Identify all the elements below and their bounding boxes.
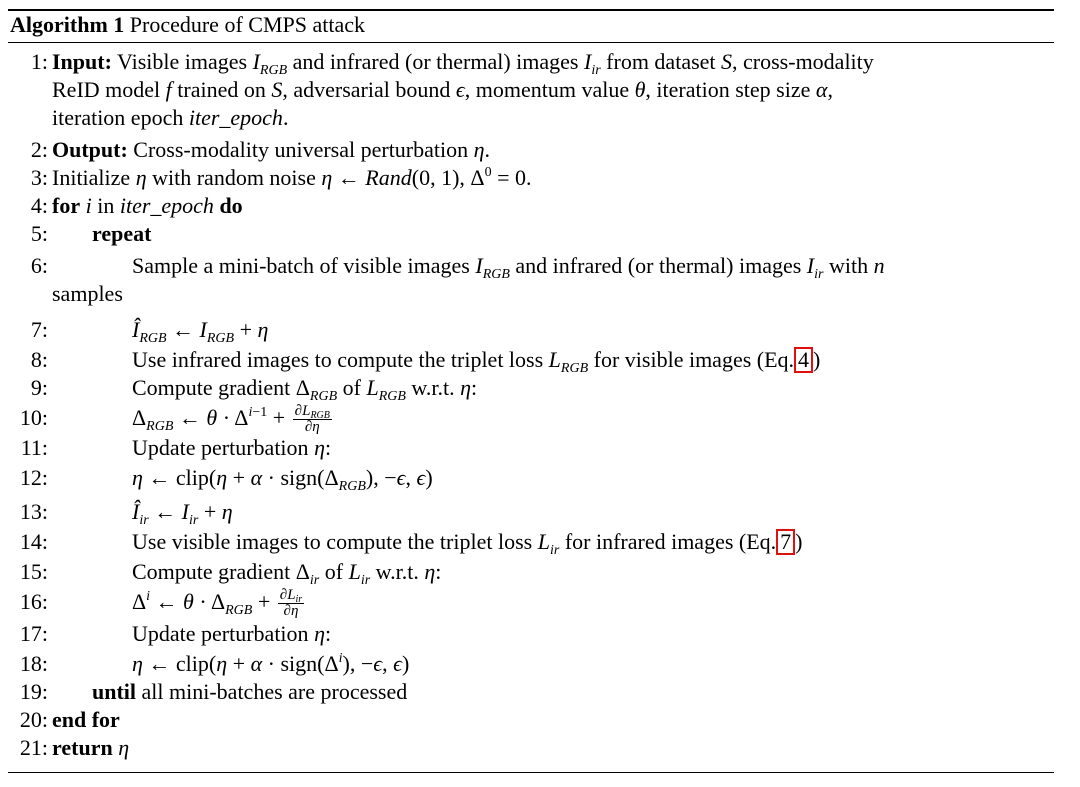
line-body <box>52 706 120 734</box>
line-number: 1: <box>30 49 48 74</box>
line-body: Use infrared images to compute the triplet loss $L_{RGB}$ for visible images (Eq. 4 ) <box>132 347 821 376</box>
line-number: 9: <box>30 375 48 400</box>
text: cross-modality <box>743 49 874 74</box>
line-body: return η <box>52 735 130 760</box>
text: adversarial bound <box>293 77 451 102</box>
bottom-rule <box>8 772 1054 773</box>
line-body: Update perturbation η: <box>132 621 332 646</box>
line-body: $\Delta^i$ ← $\theta \cdot \Delta_{RGB}$ + $\frac{\partial L_{ir}}{\partial\eta}$ <box>132 587 303 620</box>
text: Use visible images to compute the triplet loss <box>132 529 533 554</box>
algorithm-caption <box>10 12 365 38</box>
line-body: $\Delta_{RGB}$ ← $\theta \cdot \Delta^{i-1}$ + $\frac{\partial L_{RGB}}{\partial\eta}$ <box>132 403 330 436</box>
text: Compute gradient <box>132 375 291 400</box>
line-number: 16: <box>19 589 48 614</box>
line-number: 19: <box>19 679 48 704</box>
keyword-do: do <box>219 193 243 218</box>
keyword-return: return <box>52 735 113 760</box>
text: ReID model <box>52 77 161 102</box>
line-number: 4: <box>30 193 48 218</box>
line-number: 13: <box>19 499 48 524</box>
text: sign <box>280 465 318 490</box>
algorithm-label: Algorithm 1 <box>10 12 125 37</box>
algorithm-line-6-cont <box>52 280 123 308</box>
line-body: $Î_{ir}$ ← $I_{ir} + \eta$ <box>132 499 233 528</box>
text: Update perturbation <box>132 621 309 646</box>
text: Initialize <box>52 165 131 190</box>
text: with <box>828 253 869 278</box>
fraction-dLrgb-deta: $\frac{\partial L_{RGB}}{\partial\eta}$ <box>294 403 330 436</box>
line-body <box>92 678 407 706</box>
text: Visible images <box>117 49 248 74</box>
fraction-dLir-deta: $\frac{\partial L_{ir}}{\partial\eta}$ <box>279 587 303 620</box>
line-number: 8: <box>30 347 48 372</box>
equation-reference-link[interactable]: 4 <box>794 347 813 373</box>
text: w.r.t. <box>411 375 455 400</box>
keyword-until: until <box>92 679 137 704</box>
text: from dataset <box>606 49 716 74</box>
line-body: for i in iter_epoch do <box>52 193 243 218</box>
keyword-end-for: end for <box>52 707 120 732</box>
text: sign <box>280 651 318 676</box>
line-number: 12: <box>19 465 48 490</box>
text: Use infrared images to compute the triplet loss <box>132 347 544 372</box>
text: iteration epoch <box>52 105 184 130</box>
algorithm-line-1-cont-a: ReID model f trained on S, adversarial bound ϵ, momentum value θ, iteration step size α, <box>52 77 833 102</box>
equation-reference-link[interactable]: 7 <box>776 529 795 555</box>
line-body: η ← clip(η + $\alpha \cdot sign(\Delta^i)$, −ϵ, ϵ) <box>132 651 410 676</box>
line-number: 14: <box>19 529 48 554</box>
line-number: 7: <box>30 317 48 342</box>
line-body: Initialize η with random noise η ← Rand(0, 1), $\Delta^0 = 0$. <box>52 165 532 190</box>
line-number: 2: <box>30 137 48 162</box>
text: Update perturbation <box>132 435 309 460</box>
line-number: 11: <box>20 435 48 460</box>
line-body <box>92 220 151 248</box>
line-body: Sample a mini-batch of visible images $I_{RGB}$ and infrared (or thermal) images $I_{ir}$ with n <box>132 253 885 282</box>
text: clip <box>175 651 209 676</box>
keyword-input: Input: <box>52 49 112 74</box>
line-body: Compute gradient $\Delta_{ir}$ of $L_{ir}$ w.r.t. η: <box>132 559 442 588</box>
top-rule <box>8 9 1054 11</box>
text: w.r.t. <box>375 559 419 584</box>
caption-rule <box>8 42 1054 43</box>
line-body: Use visible images to compute the triplet loss $L_{ir}$ for infrared images (Eq. 7 ) <box>132 529 803 558</box>
text: iteration step size <box>656 77 811 102</box>
text: trained on <box>177 77 266 102</box>
text: in <box>97 193 115 218</box>
line-number: 18: <box>19 651 48 676</box>
text: and infrared (or thermal) images <box>515 253 802 278</box>
text: of <box>342 375 361 400</box>
line-body: η ← clip(η + $\alpha \cdot sign(\Delta_{RGB})$, −ϵ, ϵ) <box>132 465 433 494</box>
line-number: 21: <box>19 735 48 760</box>
line-number: 6: <box>30 253 48 278</box>
text: of <box>324 559 344 584</box>
algorithm-title: Procedure of CMPS attack <box>129 12 365 37</box>
text: for infrared images (Eq. <box>564 529 777 554</box>
text: all mini-batches are processed <box>141 679 408 704</box>
keyword-for: for <box>52 193 81 218</box>
text: Cross-modality universal perturbation <box>133 137 469 162</box>
line-number: 5: <box>30 221 48 246</box>
line-body: Compute gradient $\Delta_{RGB}$ of $L_{RGB}$ w.r.t. η: <box>132 375 478 404</box>
text: samples <box>52 281 123 306</box>
text: for visible images (Eq. <box>593 347 795 372</box>
line-number: 17: <box>19 621 48 646</box>
text: clip <box>175 465 209 490</box>
keyword-output: Output: <box>52 137 128 162</box>
text: iter_epoch <box>188 105 283 130</box>
text: Sample a mini-batch of visible images <box>132 253 470 278</box>
line-body: $Î_{RGB}$ ← $I_{RGB} + \eta$ <box>132 317 269 346</box>
line-body: Input: Visible images $I_{RGB}$ and infrared (or thermal) images $I_{ir}$ from dataset S, cross-modality <box>52 49 874 78</box>
text: Compute gradient <box>132 559 291 584</box>
text: and infrared (or thermal) images <box>292 49 579 74</box>
line-number: 10: <box>19 405 48 430</box>
keyword-repeat: repeat <box>92 221 152 246</box>
line-number: 20: <box>19 707 48 732</box>
text: momentum value <box>475 77 630 102</box>
text: iter_epoch <box>119 193 214 218</box>
line-body: Update perturbation η: <box>132 435 332 460</box>
line-number: 15: <box>19 559 48 584</box>
line-body: Output: Cross-modality universal perturbation η. <box>52 137 491 162</box>
algorithm-line-1-cont-b: iteration epoch iter_epoch. <box>52 105 289 130</box>
text: with random noise <box>152 165 316 190</box>
line-number: 3: <box>30 165 48 190</box>
